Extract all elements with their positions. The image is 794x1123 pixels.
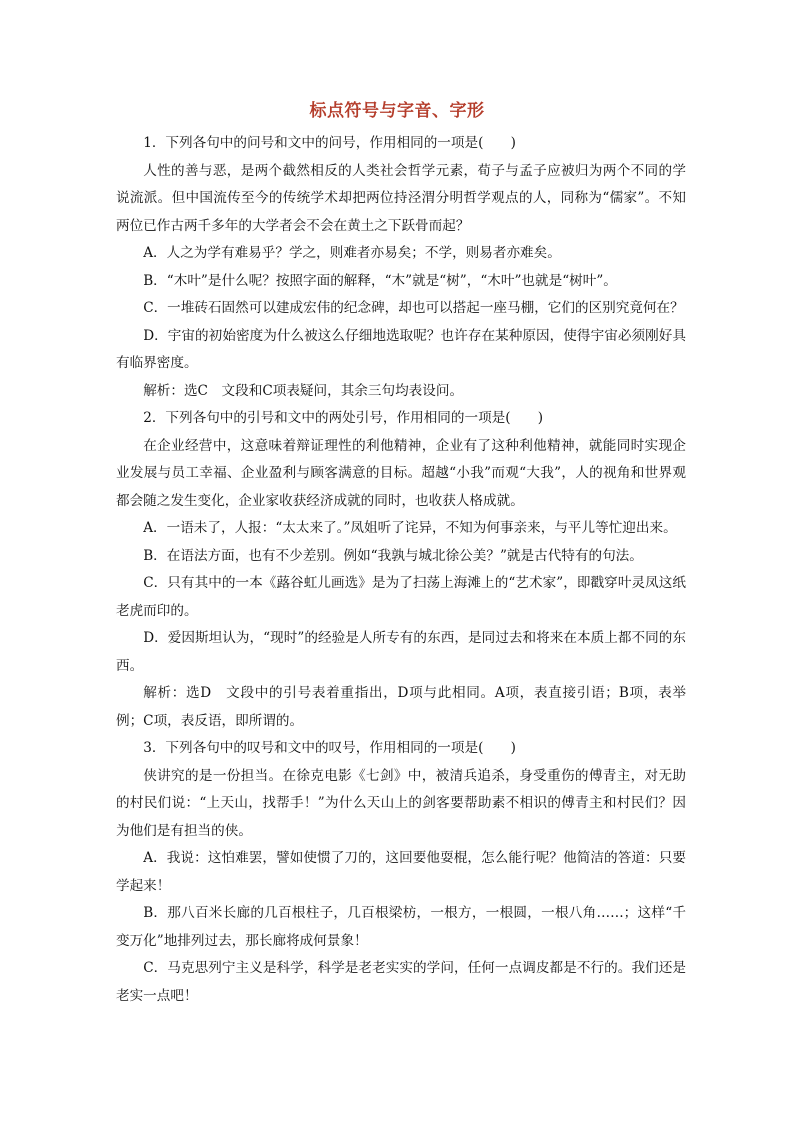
question-3-option-b: B．那八百米长廊的几百根柱子，几百根梁枋，一根方，一根圆，一根八角……；这样“千变万化”地排列过去，那长廊将成何景象！	[116, 905, 686, 949]
question-2-option-a: A．一语未了，人报：“太太来了。”凤姐听了诧异，不知为何事亲来，与平儿等忙迎出来。	[143, 520, 677, 536]
document-title: 标点符号与字音、字形	[309, 101, 485, 121]
question-2-option-b: B．在语法方面，也有不少差别。例如“我孰与城北徐公美？”就是古代特有的句法。	[143, 547, 643, 564]
document-body	[116, 130, 686, 1010]
question-2-stem: 2．下列各句中的引号和文中的两处引号，作用相同的一项是( )	[143, 410, 544, 426]
question-3-option-a: A．我说：这怕难罢，譬如使惯了刀的，这回要他耍棍，怎么能行呢？他简洁的答道：只要学起来！	[116, 850, 686, 894]
question-1-option-d: D．宇宙的初始密度为什么被这么仔细地选取呢？也许存在某种原因，使得宇宙必须刚好具有临界密度。	[116, 327, 686, 371]
question-1-option-c: C．一堆砖石固然可以建成宏伟的纪念碑，却也可以搭起一座马棚，它们的区别究竟何在？	[143, 300, 684, 316]
question-2-option-d: D．爱因斯坦认为，“现时”的经验是人所专有的东西，是同过去和将来在本质上都不同的东西。	[116, 630, 686, 674]
question-2-passage: 在企业经营中，这意味着辩证理性的利他精神，企业有了这种利他精神，就能同时实现企业发展与员工幸福、企业盈利与顾客满意的目标。超越“小我”而观“大我”，人的视角和世界观都会随之发生变化，企业家收获经济成就的同时，也收获人格成就。	[116, 437, 686, 509]
question-3-stem: 3．下列各句中的叹号和文中的叹号，作用相同的一项是( )	[143, 740, 516, 756]
question-2-option-c: C．只有其中的一本《蕗谷虹儿画选》是为了扫荡上海滩上的“艺术家”，即戳穿叶灵凤这纸老虎而印的。	[116, 575, 686, 619]
question-3-option-c: C．马克思列宁主义是科学，科学是老老实实的学问，任何一点调皮都是不行的。我们还是老实一点吧！	[116, 960, 686, 1004]
question-1-passage: 人性的善与恶，是两个截然相反的人类社会哲学元素，荀子与孟子应被归为两个不同的学说流派。但中国流传至今的传统学术却把两位持泾渭分明哲学观点的人，同称为“儒家”。不知两位已作古两千多年的大学者会不会在黄土之下跃骨而起？	[116, 162, 686, 234]
question-3-passage: 侠讲究的是一份担当。在徐克电影《七剑》中，被清兵追杀，身受重伤的傅青主，对无助的村民们说：“上天山，找帮手！”为什么天山上的剑客要帮助素不相识的傅青主和村民们？因为他们是有担当的侠。	[116, 767, 686, 839]
question-1-option-a: A．人之为学有难易乎？学之，则难者亦易矣；不学，则易者亦难矣。	[143, 245, 561, 261]
question-2-analysis: 解析：选D 文段中的引号表着重指出，D项与此相同。A项，表直接引语；B项，表举例；C项，表反语，即所谓的。	[116, 685, 686, 729]
question-1-analysis: 解析：选C 文段和C项表疑问，其余三句均表设问。	[143, 382, 464, 399]
question-1-stem: 1．下列各句中的问号和文中的问号，作用相同的一项是( )	[143, 135, 516, 151]
question-1-option-b: B．“木叶”是什么呢？按照字面的解释，“木”就是“树”，“木叶”也就是“树叶”。	[143, 272, 617, 289]
